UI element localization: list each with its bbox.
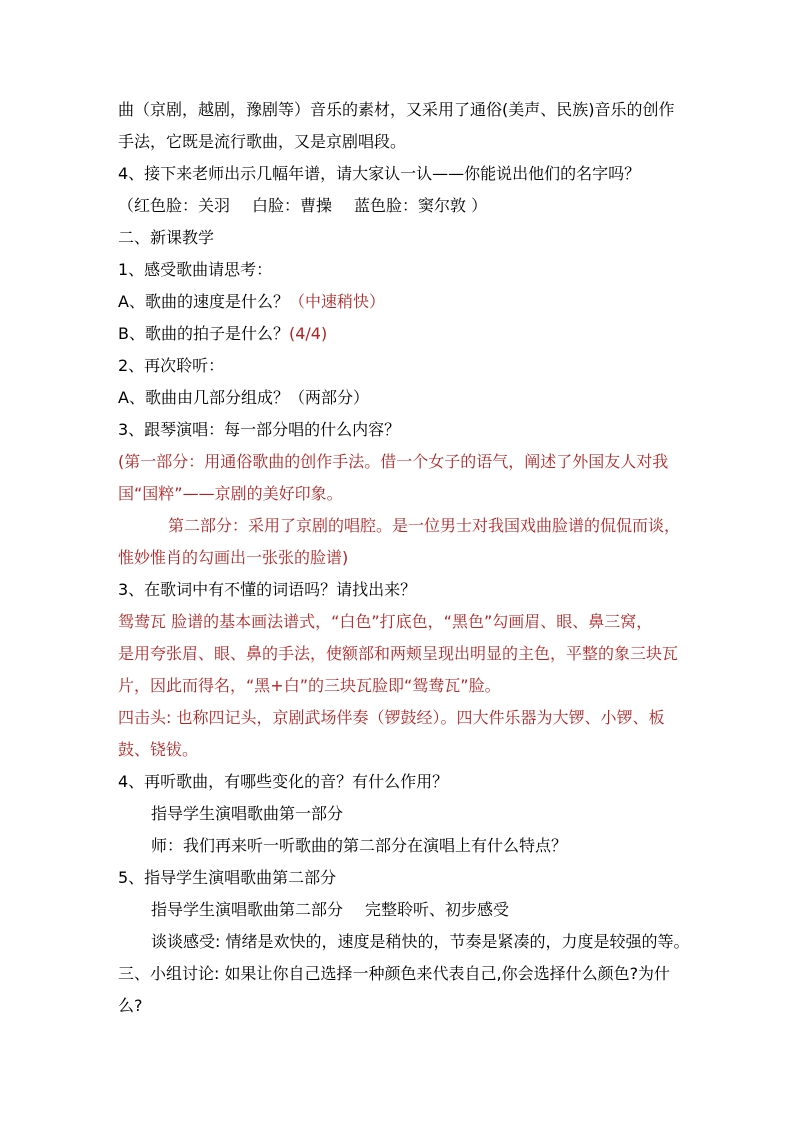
vocab-yuanyangwa: 鸳鸯瓦 脸谱的基本画法谱式，“白色”打底色，“黑色”勾画眉、眼、鼻三窝， [118,612,653,631]
instruction-text: 完整聆听、初步感受 [365,900,510,919]
step-2: 2、再次聆听： [118,356,225,375]
section-heading-3: 三、小组讨论: 如果让你自己选择一种颜色来代表自己,你会选择什么颜色?为什 [118,964,671,983]
answer-text: (4/4) [288,324,328,343]
answer-part-two: 第二部分：采用了京剧的唱腔。是一位男士对我国戏曲脸谱的侃侃而谈， [168,516,681,535]
instruction-line [151,900,509,920]
section-heading-2: 二、新课教学 [118,228,215,247]
vocab-yuanyangwa: 片，因此而得名，“黑+白”的三块瓦脸即“鸳鸯瓦”脸。 [118,676,501,695]
section-heading-3-cont: 么? [118,996,143,1015]
vocab-sijitou: 鼓、铙钹。 [118,740,199,759]
answer-white-face: 白脸：曹操 [252,196,333,215]
question-parts: A、歌曲由几部分组成？（两部分） [118,388,369,407]
question-text: B、歌曲的拍子是什么？ [118,324,289,343]
step-3: 3、跟琴演唱：每一部分唱的什么内容？ [118,420,401,439]
answer-face-colors [118,196,487,216]
feeling-line: 谈谈感受: 情绪是欢快的，速度是稍快的，节奏是紧凑的，力度是较强的等。 [151,932,690,951]
step-1: 1、感受歌曲请思考： [118,260,273,279]
answer-blue-face: 蓝色脸：窦尔敦 ） [354,196,488,215]
question-4: 4、接下来老师出示几幅年谱，请大家认一认——你能说出他们的名字吗？ [118,164,641,183]
answer-part-one: 国“国粹”——京剧的美好印象。 [118,484,343,503]
paragraph-line: 手法，它既是流行歌曲，又是京剧唱段。 [118,132,407,151]
vocab-yuanyangwa: 是用夸张眉、眼、鼻的手法，使额部和两颊呈现出明显的主色，平整的象三块瓦 [118,644,679,663]
teacher-line: 师：我们再来听一听歌曲的第二部分在演唱上有什么特点？ [151,836,568,855]
step-5: 5、指导学生演唱歌曲第二部分 [118,868,337,887]
step-4: 4、再听歌曲，有哪些变化的音？有什么作用？ [118,772,449,791]
question-b-meter [118,324,327,344]
answer-text: （中速稍快） [288,292,385,311]
vocab-sijitou: 四击头: 也称四记头，京剧武场伴奏（锣鼓经）。四大件乐器为大锣、小锣、板 [118,708,665,727]
step-3-vocabulary: 3、在歌词中有不懂的词语吗？请找出来？ [118,580,417,599]
answer-part-one: (第一部分：用通俗歌曲的创作手法。借一个女子的语气，阐述了外国友人对我 [118,452,669,471]
question-text: A、歌曲的速度是什么？ [118,292,289,311]
paragraph-line: 曲（京剧，越剧，豫剧等）音乐的素材，又采用了通俗(美声、民族)音乐的创作 [118,100,675,119]
instruction-line: 指导学生演唱歌曲第一部分 [151,804,344,823]
answer-part-two: 惟妙惟肖的勾画出一张张的脸谱) [118,548,349,567]
instruction-text: 指导学生演唱歌曲第二部分 [151,900,344,919]
answer-red-face: （红色脸：关羽 [118,196,231,215]
question-a-speed [118,292,385,312]
